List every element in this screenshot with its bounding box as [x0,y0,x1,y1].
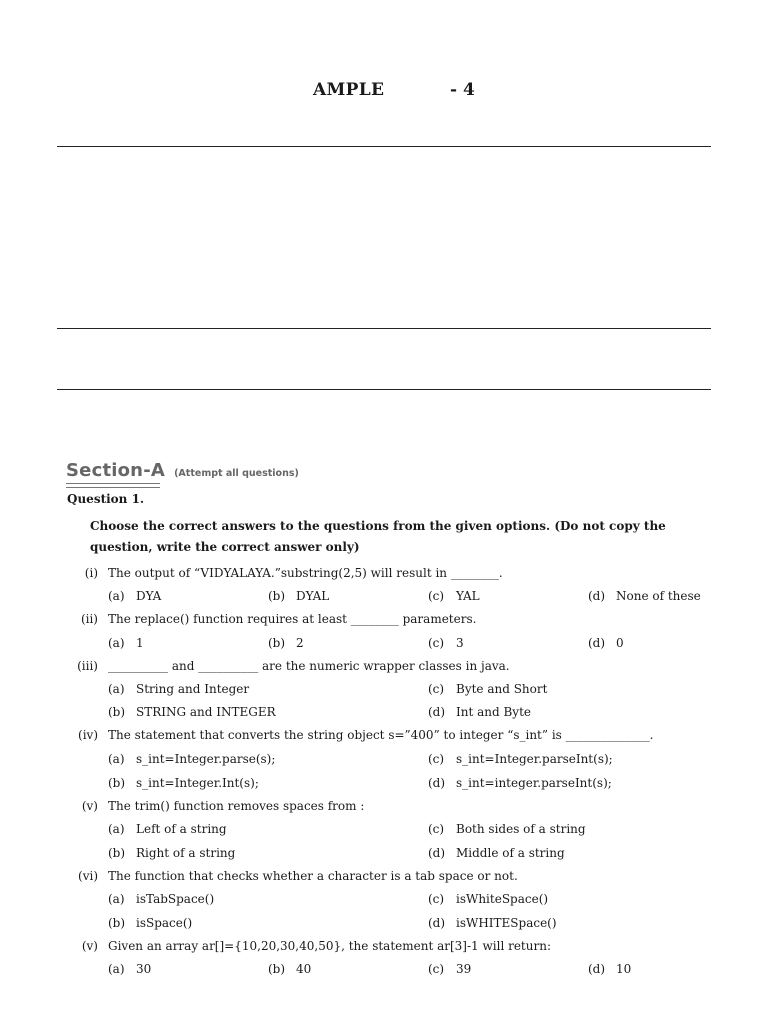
item-question: The function that checks whether a character is a tab space or not. [108,869,518,883]
section-underline [66,487,160,488]
option-label: (c) [428,636,445,650]
item-question: The statement that converts the string object s=”400” to integer “s_int” is ______________. [108,728,654,742]
option [108,916,192,930]
option-label: (b) [108,776,126,790]
option [428,636,464,650]
section-underline [66,483,160,484]
option-text: s_int=Integer.parseInt(s); [456,752,613,766]
section-heading [66,460,299,481]
option [268,636,304,650]
option [108,846,235,860]
option-text: DYA [136,589,162,603]
option-text: Left of a string [136,822,227,836]
option-text: STRING and INTEGER [136,705,276,719]
option [268,589,329,603]
item-number: (ii) [80,612,98,626]
option-label: (a) [108,589,125,603]
option-text: 30 [136,962,152,976]
option-text: DYAL [296,589,330,603]
option [108,892,214,906]
option-text: String and Integer [136,682,250,696]
option-text: s_int=integer.parseInt(s); [456,776,612,790]
question-instruction: Choose the correct answers to the questions from the given options. (Do not copy the question, write the correct answer only) [90,519,666,554]
option [108,962,151,976]
item-question: Given an array ar[]={10,20,30,40,50}, the statement ar[3]-1 will return: [108,939,551,953]
option [108,705,276,719]
divider-rule [57,328,711,329]
item-number: (iii) [77,659,98,673]
section-note: (Attempt all questions) [174,468,299,479]
option-label: (c) [428,962,445,976]
option-label: (a) [108,752,125,766]
option-label: (d) [428,846,446,860]
option-label: (d) [588,589,606,603]
option-label: (d) [428,776,446,790]
option [428,682,547,696]
option-text: isSpace() [136,916,193,930]
option-label: (a) [108,822,125,836]
item-question: The trim() function removes spaces from : [108,799,365,813]
option-text: 3 [456,636,464,650]
option-label: (b) [268,636,286,650]
option-label: (c) [428,892,445,906]
option-text: None of these [616,589,701,603]
item-question: The output of “VIDYALAYA.”substring(2,5) will result in ________. [108,566,503,580]
option [428,916,557,930]
option [108,822,227,836]
option-text: 40 [296,962,312,976]
option [268,962,311,976]
option-label: (d) [428,916,446,930]
option [428,589,480,603]
option-text: Both sides of a string [456,822,586,836]
option-label: (b) [108,846,126,860]
option-label: (d) [588,962,606,976]
option-text: isTabSpace() [136,892,215,906]
option [428,776,612,790]
option [108,636,144,650]
option-text: 1 [136,636,144,650]
option [108,776,259,790]
item-number: (v) [81,799,98,813]
option-label: (c) [428,682,445,696]
option [108,682,249,696]
option-text: Right of a string [136,846,236,860]
item-question: __________ and __________ are the numeric wrapper classes in java. [108,659,510,673]
option [428,846,565,860]
option [588,589,701,603]
page-title-suffix: - 4 [450,80,475,100]
item-number: (vi) [78,869,98,883]
option [108,589,161,603]
option-label: (b) [108,705,126,719]
option-text: 2 [296,636,304,650]
option-text: YAL [456,589,480,603]
option [428,962,471,976]
option [428,705,531,719]
option-label: (a) [108,892,125,906]
option-text: isWHITESpace() [456,916,557,930]
option-text: isWhiteSpace() [456,892,549,906]
option [588,636,624,650]
option-label: (d) [588,636,606,650]
option-label: (d) [428,705,446,719]
divider-rule [57,389,711,390]
option-text: 0 [616,636,624,650]
option-label: (c) [428,752,445,766]
option-label: (c) [428,589,445,603]
option-label: (b) [268,962,286,976]
item-question: The replace() function requires at least ________ parameters. [108,612,477,626]
option-text: s_int=Integer.parse(s); [136,752,276,766]
option-label: (a) [108,636,125,650]
divider-rule [57,146,711,147]
question-label: Question 1. [67,492,145,506]
item-number: (v) [81,939,98,953]
option [588,962,631,976]
option-text: Int and Byte [456,705,532,719]
option-label: (a) [108,682,125,696]
item-number: (iv) [78,728,98,742]
option-text: 39 [456,962,472,976]
section-title: Section-A [66,460,165,481]
page-title: AMPLE [313,80,385,100]
option [428,892,548,906]
option-text: Middle of a string [456,846,565,860]
option-label: (a) [108,962,125,976]
option [428,822,586,836]
option [428,752,613,766]
item-number: (i) [84,566,98,580]
option-label: (b) [108,916,126,930]
option [108,752,275,766]
option-label: (c) [428,822,445,836]
option-text: s_int=Integer.Int(s); [136,776,259,790]
option-text: Byte and Short [456,682,548,696]
option-label: (b) [268,589,286,603]
option-text: 10 [616,962,632,976]
